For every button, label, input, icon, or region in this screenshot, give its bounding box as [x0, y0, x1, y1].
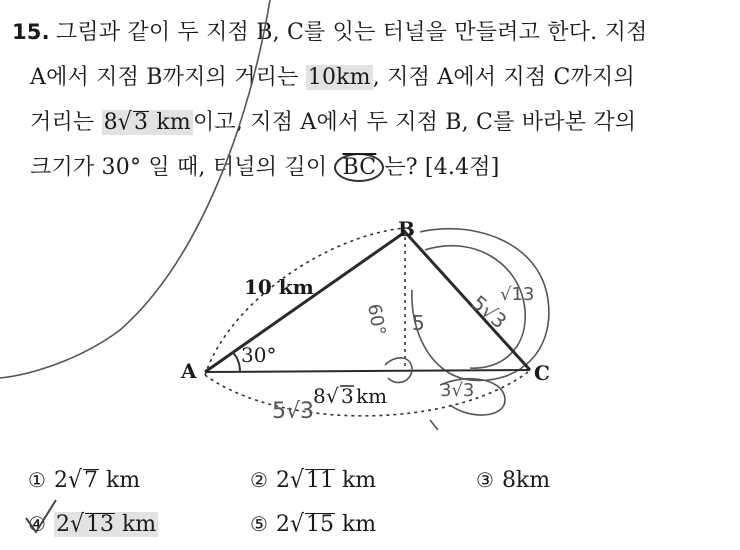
question-number: 15. — [12, 20, 50, 44]
label-angle-30: 30° — [241, 343, 277, 367]
highlighted-distance-ac — [102, 110, 193, 135]
label-ac-coef: 8 — [313, 384, 326, 408]
question-text-2b: , 지점 A에서 지점 C까지의 — [372, 65, 635, 90]
segment-bc: $\overline{BC}$ — [342, 155, 377, 180]
hand-note-5: 5 — [412, 311, 425, 335]
dashed-arc-ac — [205, 372, 528, 416]
sqrt-icon: √ — [117, 108, 132, 137]
edge-ab — [205, 232, 405, 372]
choice-3-text: 8km — [501, 468, 551, 493]
edge-ac — [205, 370, 530, 372]
choice-1-radicand: 7 — [83, 468, 98, 493]
edge-bc — [405, 232, 530, 370]
choice-5-radicand: 15 — [305, 512, 334, 537]
hand-note-5sqrt3-left: 5√3 — [272, 399, 315, 424]
label-ac — [313, 384, 387, 408]
question-text-2a: A에서 지점 B까지의 거리는 — [30, 65, 306, 90]
question-text-1: 그림과 같이 두 지점 B, C를 잇는 터널을 만들려고 한다. 지점 — [55, 20, 648, 45]
question-text-4a: 크기가 30° 일 때, 터널의 길이 — [30, 155, 335, 180]
question-line-3 — [12, 100, 728, 145]
label-ac-radicand: 3 — [341, 384, 354, 408]
question-line-4 — [12, 145, 728, 190]
choice-1-number: ① — [28, 468, 46, 492]
angle-arc — [232, 352, 240, 372]
choice-5-number: ⑤ — [250, 512, 268, 536]
choice-4-coef: 2 — [55, 512, 70, 537]
scribble-tick — [430, 420, 438, 430]
scribble-circle-outer — [412, 229, 549, 381]
question-text-3a: 거리는 — [30, 110, 102, 135]
choice-5-unit: km — [341, 512, 377, 537]
hand-note-sqrt13: √13 — [500, 284, 535, 305]
sqrt-icon: √ — [289, 466, 304, 495]
point-a-label: A — [181, 359, 197, 383]
choice-2-unit: km — [341, 468, 377, 493]
choice-5[interactable] — [250, 512, 376, 537]
distance-ac-radicand: 3 — [133, 110, 149, 135]
distance-ac-unit: km — [156, 110, 191, 135]
choice-2[interactable] — [250, 468, 376, 493]
choice-2-radicand: 11 — [305, 468, 334, 493]
point-c-label: C — [534, 361, 550, 385]
hand-note-60: 60° — [363, 302, 390, 338]
choice-3[interactable] — [476, 468, 550, 493]
choice-3-number: ③ — [476, 468, 494, 492]
sqrt-icon: √ — [67, 466, 82, 495]
choice-1-unit: km — [105, 468, 141, 493]
choice-5-coef: 2 — [275, 512, 290, 537]
choice-2-number: ② — [250, 468, 268, 492]
hand-note-3sqrt3: 3√3 — [440, 380, 475, 401]
question-line-2 — [12, 55, 728, 100]
question-block — [12, 10, 728, 190]
sqrt-icon: √ — [69, 510, 84, 539]
choice-4-highlight — [54, 512, 158, 537]
point-b-label: B — [398, 217, 415, 241]
question-text-3b: 이고, 지점 A에서 두 지점 B, C를 바라본 각의 — [192, 110, 637, 135]
label-ab: 10 km — [244, 275, 314, 299]
highlighted-distance-ab: 10km — [307, 65, 371, 90]
question-line-1 — [12, 10, 728, 55]
label-ac-sqrt-icon: √ — [326, 384, 339, 408]
check-mark-icon — [22, 498, 62, 538]
scribble-circle-inner — [425, 246, 525, 368]
sqrt-icon: √ — [289, 510, 304, 539]
circled-segment — [334, 153, 384, 182]
choice-1[interactable] — [28, 468, 140, 493]
dashed-arc-ab — [205, 228, 405, 375]
choice-4-number: ④ — [28, 512, 46, 536]
choice-4-radicand: 13 — [85, 512, 114, 537]
question-text-4b: 는? [4.4점] — [384, 155, 500, 180]
scribble-small — [385, 358, 412, 383]
distance-ac-coef: 8 — [103, 110, 118, 135]
choice-2-coef: 2 — [275, 468, 290, 493]
choice-1-coef: 2 — [53, 468, 68, 493]
choice-4-unit: km — [121, 512, 157, 537]
hand-note-5sqrt3-right: 5√3 — [466, 290, 512, 334]
scribble-loop-bottom — [440, 379, 505, 415]
label-ac-unit: km — [356, 384, 388, 408]
